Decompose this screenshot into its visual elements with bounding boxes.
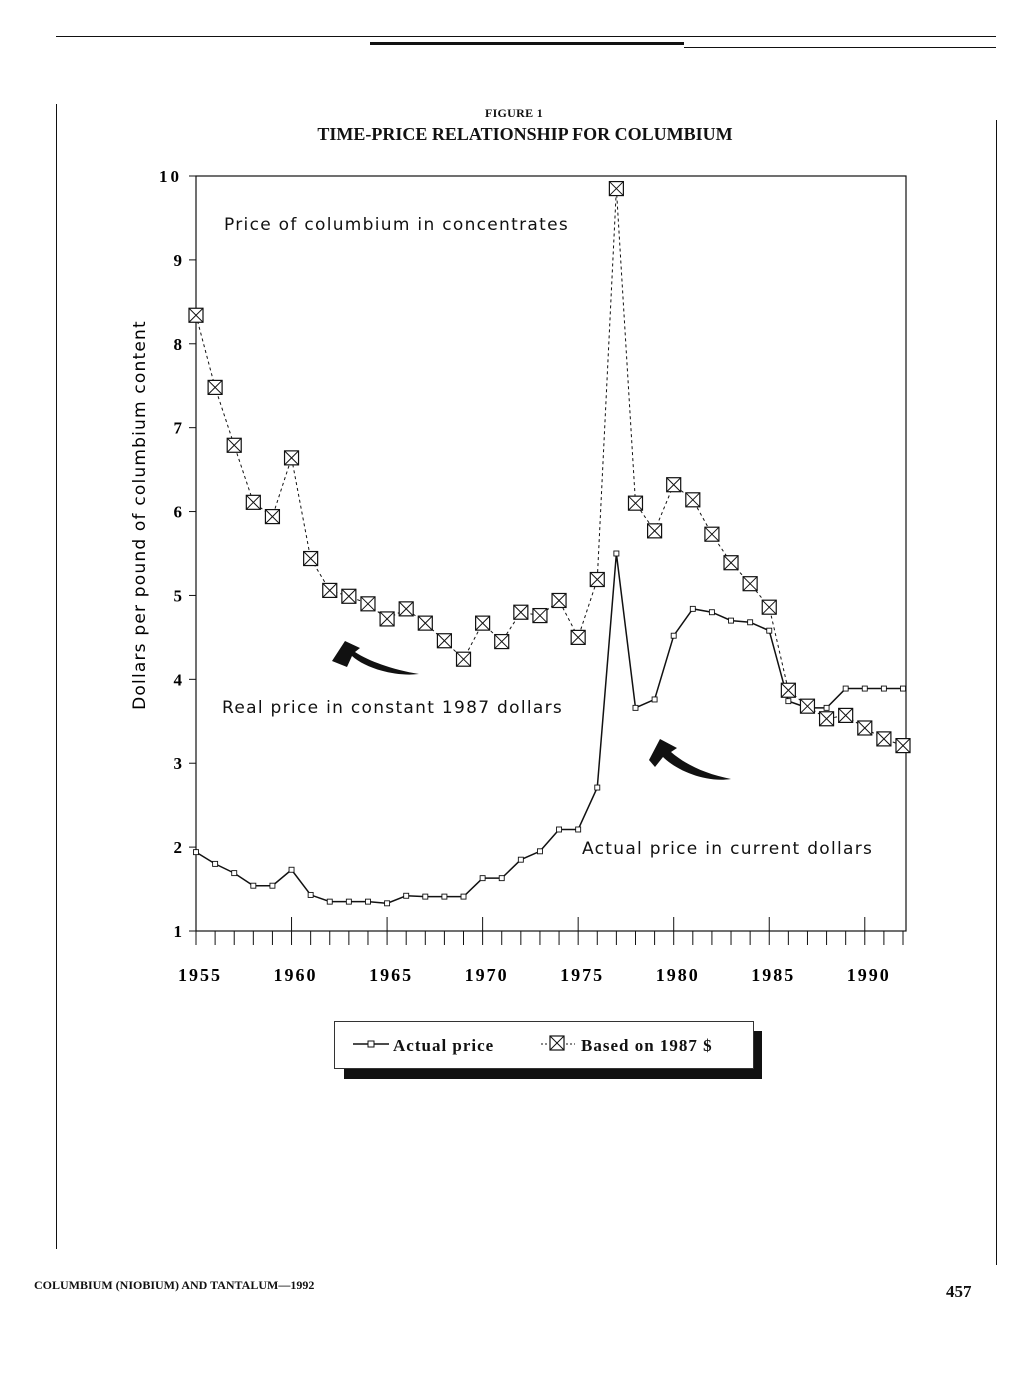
real-point	[628, 496, 642, 510]
real-point	[476, 616, 490, 630]
real-point	[418, 616, 432, 630]
real-point	[342, 589, 356, 603]
actual-point	[537, 849, 542, 854]
actual-point	[633, 705, 638, 710]
real-point	[571, 630, 585, 644]
legend-real-swatch	[541, 1032, 577, 1056]
real-point	[724, 556, 738, 570]
actual-point	[251, 883, 256, 888]
actual-point	[881, 686, 886, 691]
real-point	[667, 478, 681, 492]
actual-point	[385, 901, 390, 906]
actual-point	[557, 827, 562, 832]
y-tick-label: 2	[173, 838, 182, 858]
actual-point	[232, 871, 237, 876]
annotation-actual: Actual price in current dollars	[582, 839, 874, 859]
real-point	[762, 600, 776, 614]
actual-point	[480, 876, 485, 881]
series-real-line	[196, 189, 903, 746]
x-tick-label: 1965	[369, 965, 414, 985]
actual-point	[194, 850, 199, 855]
y-tick-label: 5	[173, 586, 182, 606]
real-point	[820, 712, 834, 726]
actual-point	[213, 861, 218, 866]
legend-actual-label: Actual price	[393, 1036, 495, 1055]
y-axis-label: Dollars per pound of columbium content	[130, 320, 150, 710]
x-tick-label: 1975	[560, 965, 605, 985]
real-point	[208, 380, 222, 394]
actual-point	[748, 620, 753, 625]
real-point	[858, 721, 872, 735]
actual-point	[595, 785, 600, 790]
y-tick-label: 8	[173, 334, 182, 354]
footer-title: COLUMBIUM (NIOBIUM) AND TANTALUM—1992	[34, 1278, 315, 1292]
actual-point	[289, 867, 294, 872]
axes	[130, 167, 903, 985]
real-point	[781, 683, 795, 697]
legend	[334, 1021, 754, 1069]
y-tick-label: 9	[173, 250, 182, 270]
actual-point	[518, 857, 523, 862]
real-point	[590, 573, 604, 587]
legend-actual-swatch	[353, 1034, 393, 1054]
actual-point	[901, 686, 906, 691]
page-number: 457	[946, 1282, 972, 1301]
real-point	[399, 602, 413, 616]
real-point	[304, 552, 318, 566]
actual-point	[690, 606, 695, 611]
actual-point	[652, 697, 657, 702]
annotations	[222, 215, 873, 859]
real-point	[743, 577, 757, 591]
real-point	[839, 708, 853, 722]
real-point	[495, 635, 509, 649]
actual-point	[404, 893, 409, 898]
actual-point	[709, 610, 714, 615]
real-point	[896, 739, 910, 753]
arrow-actual	[649, 739, 731, 780]
actual-point	[576, 827, 581, 832]
actual-point	[346, 899, 351, 904]
actual-point	[786, 699, 791, 704]
real-point	[437, 634, 451, 648]
real-point	[533, 609, 547, 623]
figure-title: TIME-PRICE RELATIONSHIP FOR COLUMBIUM	[317, 124, 733, 144]
legend-real-label: Based on 1987 $	[581, 1036, 713, 1055]
real-point	[323, 583, 337, 597]
plot-frame	[196, 176, 906, 931]
actual-point	[729, 618, 734, 623]
real-point	[705, 527, 719, 541]
y-tick-label: 7	[173, 418, 182, 438]
real-point	[457, 652, 471, 666]
actual-point	[327, 899, 332, 904]
x-tick-label: 1970	[464, 965, 509, 985]
actual-point	[270, 883, 275, 888]
real-point	[227, 438, 241, 452]
real-point	[265, 510, 279, 524]
actual-point	[862, 686, 867, 691]
real-point	[552, 593, 566, 607]
actual-point	[843, 686, 848, 691]
actual-point	[671, 633, 676, 638]
x-tick-label: 1980	[655, 965, 700, 985]
real-point	[246, 495, 260, 509]
y-tick-label: 10	[159, 167, 182, 186]
y-tick-label: 1	[173, 922, 182, 941]
real-point	[380, 612, 394, 626]
real-point	[361, 597, 375, 611]
actual-point	[442, 894, 447, 899]
real-point	[648, 524, 662, 538]
actual-point	[461, 894, 466, 899]
real-point	[514, 605, 528, 619]
actual-point	[824, 705, 829, 710]
actual-point	[614, 551, 619, 556]
arrow-real	[332, 641, 419, 675]
x-tick-label: 1960	[273, 965, 318, 985]
y-tick-label: 6	[173, 502, 182, 522]
y-tick-label: 3	[173, 754, 182, 774]
real-point	[877, 732, 891, 746]
real-point	[800, 699, 814, 713]
x-tick-label: 1985	[751, 965, 796, 985]
actual-point	[308, 892, 313, 897]
annotation-real: Real price in constant 1987 dollars	[222, 698, 564, 718]
actual-point	[423, 894, 428, 899]
actual-point	[365, 899, 370, 904]
annotation-concentrates: Price of columbium in concentrates	[224, 215, 569, 235]
real-point	[686, 493, 700, 507]
real-point	[609, 182, 623, 196]
x-tick-label: 1955	[178, 965, 222, 985]
x-tick-label: 1990	[846, 965, 891, 985]
figure-label: FIGURE 1	[484, 106, 544, 120]
actual-point	[499, 876, 504, 881]
actual-point	[767, 628, 772, 633]
real-point	[189, 308, 203, 322]
real-point	[285, 451, 299, 465]
series-layer	[189, 182, 910, 906]
y-tick-label: 4	[173, 670, 182, 690]
